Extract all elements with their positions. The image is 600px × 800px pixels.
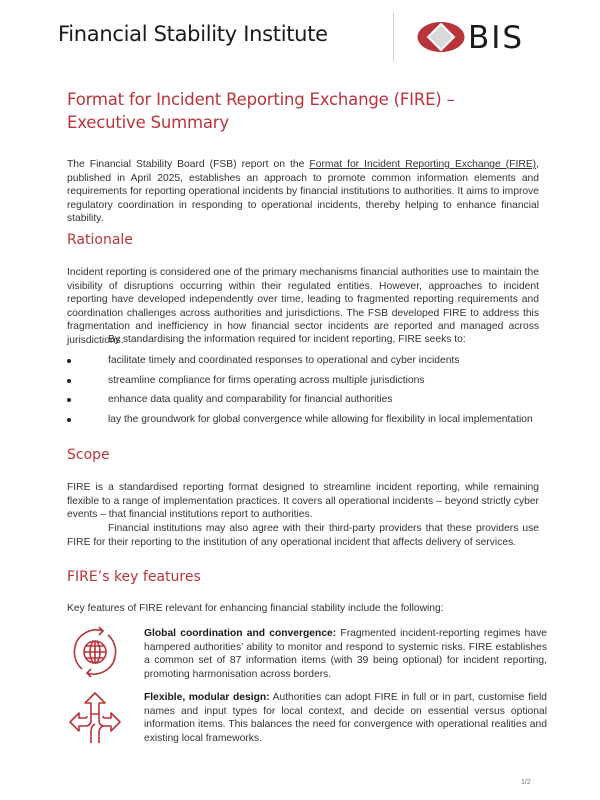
scope-paragraph-1: FIRE is a standardised reporting format designed to streamline incident reporting, while remaining flexible to a range of implementation practices. It covers all operational incidents – beyond strictly cyber events – that financial institutions report to authorities. — [67, 482, 539, 521]
page-number: 1/2 — [521, 779, 531, 786]
rationale-paragraph: Incident reporting is considered one of the primary mechanisms financial authorities use to maintain the visibility of disruptions occurring within their regulated entities. However, approaches to incident reporting have developed independently over time, leading to fragmented reporting requirements and coordination challenges across authorities and jurisdictions. The FSB developed FIRE to address this fragmentation and inefficiency in how financial sector incidents are reported and managed across jurisdictions. — [67, 267, 539, 346]
list-item — [67, 413, 547, 433]
intro-text-before: The Financial Stability Board (FSB) report on the — [67, 159, 310, 170]
list-item — [67, 354, 547, 374]
rationale-bullet-list — [67, 354, 547, 432]
header-divider — [393, 12, 394, 61]
bullet-text: lay the groundwork for global convergence while allowing for flexibility in local implementation — [108, 413, 533, 425]
bullet-text: facilitate timely and coordinated responses to operational and cyber incidents — [108, 355, 460, 366]
feature-title: Global coordination and convergence: — [144, 628, 337, 639]
list-item — [67, 393, 547, 413]
branching-arrows-icon — [67, 690, 123, 746]
feature-text — [144, 691, 547, 746]
bullet-icon — [67, 418, 71, 422]
bullet-text: streamline compliance for firms operating across multiple jurisdictions — [108, 374, 425, 386]
bis-logo[interactable] — [417, 18, 537, 58]
bullet-icon — [67, 398, 71, 402]
bis-logo-text: BIS — [468, 20, 525, 56]
bullet-text: enhance data quality and comparability for financial authorities — [108, 394, 393, 406]
list-item — [67, 374, 547, 394]
feature-description: Authorities can adopt FIRE in full or in part, customise field names and input types for local context, and decide on essential versus optional information items. This balances the need for convergence with operational realities and existing local frameworks. — [144, 692, 547, 745]
intro-text-after: , published in April 2025, establishes an approach to promote common information elements and requirements for reporting operational incidents by financial institutions to authorities. It aims to improve regulatory coordination in responding to operational incidents, thereby helping to enhance financial stability. — [67, 159, 539, 225]
feature-title: Flexible, modular design: — [144, 692, 270, 703]
intro-paragraph — [67, 158, 539, 226]
feature-text — [144, 627, 547, 682]
page-header — [0, 0, 600, 72]
feature-description: Fragmented incident-reporting regimes have hampered authorities’ ability to monitor and respond to systemic risks. FIRE establishes a common set of 87 information items (with 39 being optional) for incident reporting, promoting harmonisation across borders. — [144, 628, 547, 681]
key-features-heading: FIRE’s key features — [67, 569, 201, 585]
rationale-lead: By standardising the information required for incident reporting, FIRE seeks to: — [108, 334, 466, 345]
globe-with-circular-arrows-icon — [67, 624, 123, 680]
scope-paragraph-2: Financial institutions may also agree with their third-party providers that these providers use FIRE for their reporting to the institution of any operational incident that affects delivery of services. — [67, 523, 539, 548]
bullet-icon — [67, 379, 71, 383]
key-features-intro: Key features of FIRE relevant for enhancing financial stability include the following: — [67, 603, 444, 614]
institute-name: Financial Stability Institute — [58, 22, 328, 46]
scope-heading: Scope — [67, 447, 110, 463]
rationale-heading: Rationale — [67, 232, 133, 248]
document-title: Format for Incident Reporting Exchange (FIRE) – Executive Summary — [67, 90, 455, 132]
bullet-icon — [67, 359, 71, 363]
fire-report-link[interactable]: Format for Incident Reporting Exchange (FIRE) — [309, 159, 537, 170]
bis-emblem-icon — [417, 21, 465, 53]
